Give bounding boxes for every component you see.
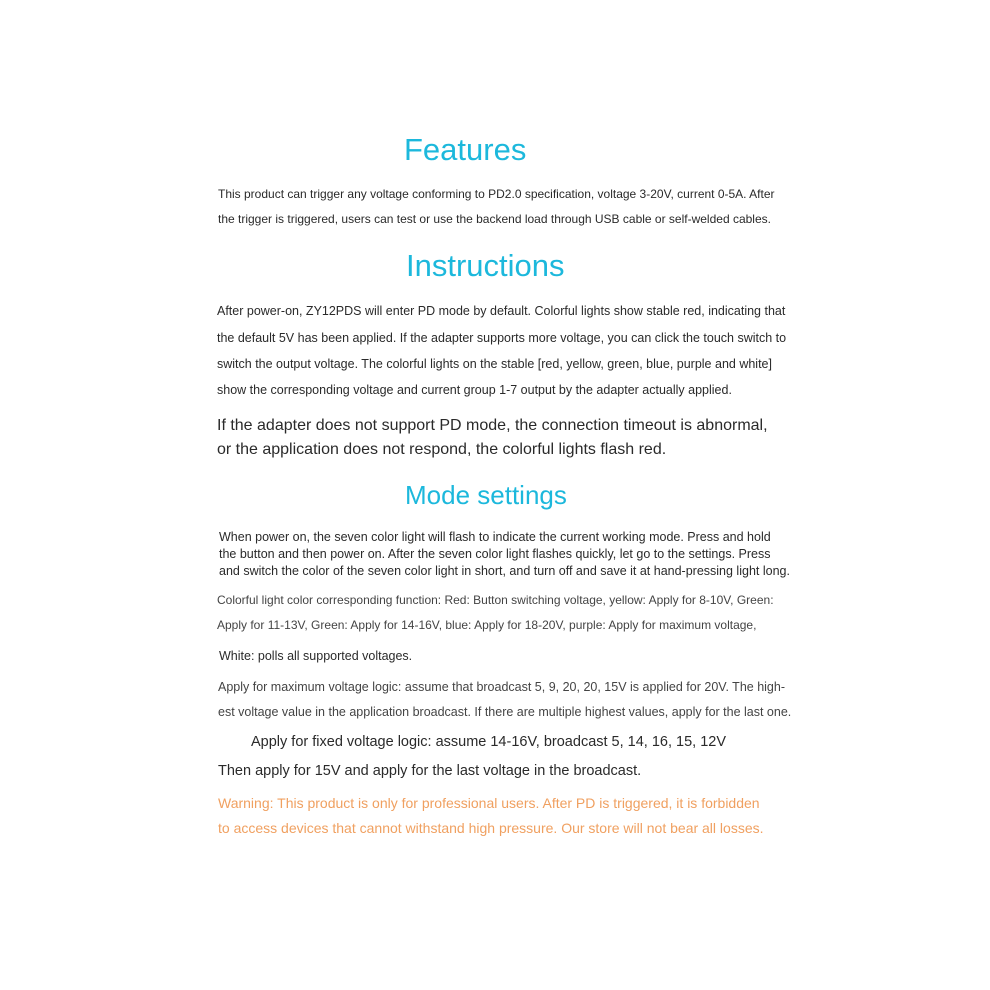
color-function-line-1: Colorful light color corresponding function: Red: Button switching voltage, yellow: Apply for 8-10V, Green: [217,593,774,607]
fixed-voltage-logic-line-2: Then apply for 15V and apply for the last voltage in the broadcast. [218,763,642,779]
fixed-voltage-logic-line-1: Apply for fixed voltage logic: assume 14-16V, broadcast 5, 14, 16, 15, 12V [251,734,727,750]
mode-settings-text-line-2: the button and then power on. After the seven color light flashes quickly, let go to the settings. Press [219,547,771,561]
warning-line-2: to access devices that cannot withstand high pressure. Our store will not bear all losses. [218,820,764,836]
instructions-note-line-1: If the adapter does not support PD mode, the connection timeout is abnormal, [217,417,768,434]
features-heading: Features [404,132,527,167]
instructions-text-line-3: switch the output voltage. The colorful lights on the stable [red, yellow, green, blue, purple and white] [217,357,772,371]
features-text-line-2: the trigger is triggered, users can test or use the backend load through USB cable or self-welded cables. [218,212,771,226]
mode-settings-text-line-3: and switch the color of the seven color light in short, and turn off and save it at hand-pressing light long. [219,564,790,578]
instructions-note-line-2: or the application does not respond, the colorful lights flash red. [217,441,667,458]
instructions-heading: Instructions [406,248,565,283]
mode-settings-text-line-1: When power on, the seven color light will flash to indicate the current working mode. Press and hold [219,530,771,544]
max-voltage-logic-line-2: est voltage value in the application broadcast. If there are multiple highest values, apply for the last one. [218,705,792,719]
white-polls-line: White: polls all supported voltages. [219,649,413,663]
warning-line-1: Warning: This product is only for professional users. After PD is triggered, it is forbidden [218,795,760,811]
color-function-line-2: Apply for 11-13V, Green: Apply for 14-16V, blue: Apply for 18-20V, purple: Apply for maximum voltage, [217,618,757,632]
instructions-text-line-2: the default 5V has been applied. If the adapter supports more voltage, you can click the touch switch to [217,331,787,345]
instructions-text-line-1: After power-on, ZY12PDS will enter PD mode by default. Colorful lights show stable red, indicating that [217,304,786,318]
instructions-text-line-4: show the corresponding voltage and current group 1-7 output by the adapter actually applied. [217,383,732,397]
features-text-line-1: This product can trigger any voltage conforming to PD2.0 specification, voltage 3-20V, current 0-5A. After [218,187,775,201]
mode-settings-heading: Mode settings [405,480,567,510]
max-voltage-logic-line-1: Apply for maximum voltage logic: assume that broadcast 5, 9, 20, 20, 15V is applied for 20V. The high- [218,680,785,694]
